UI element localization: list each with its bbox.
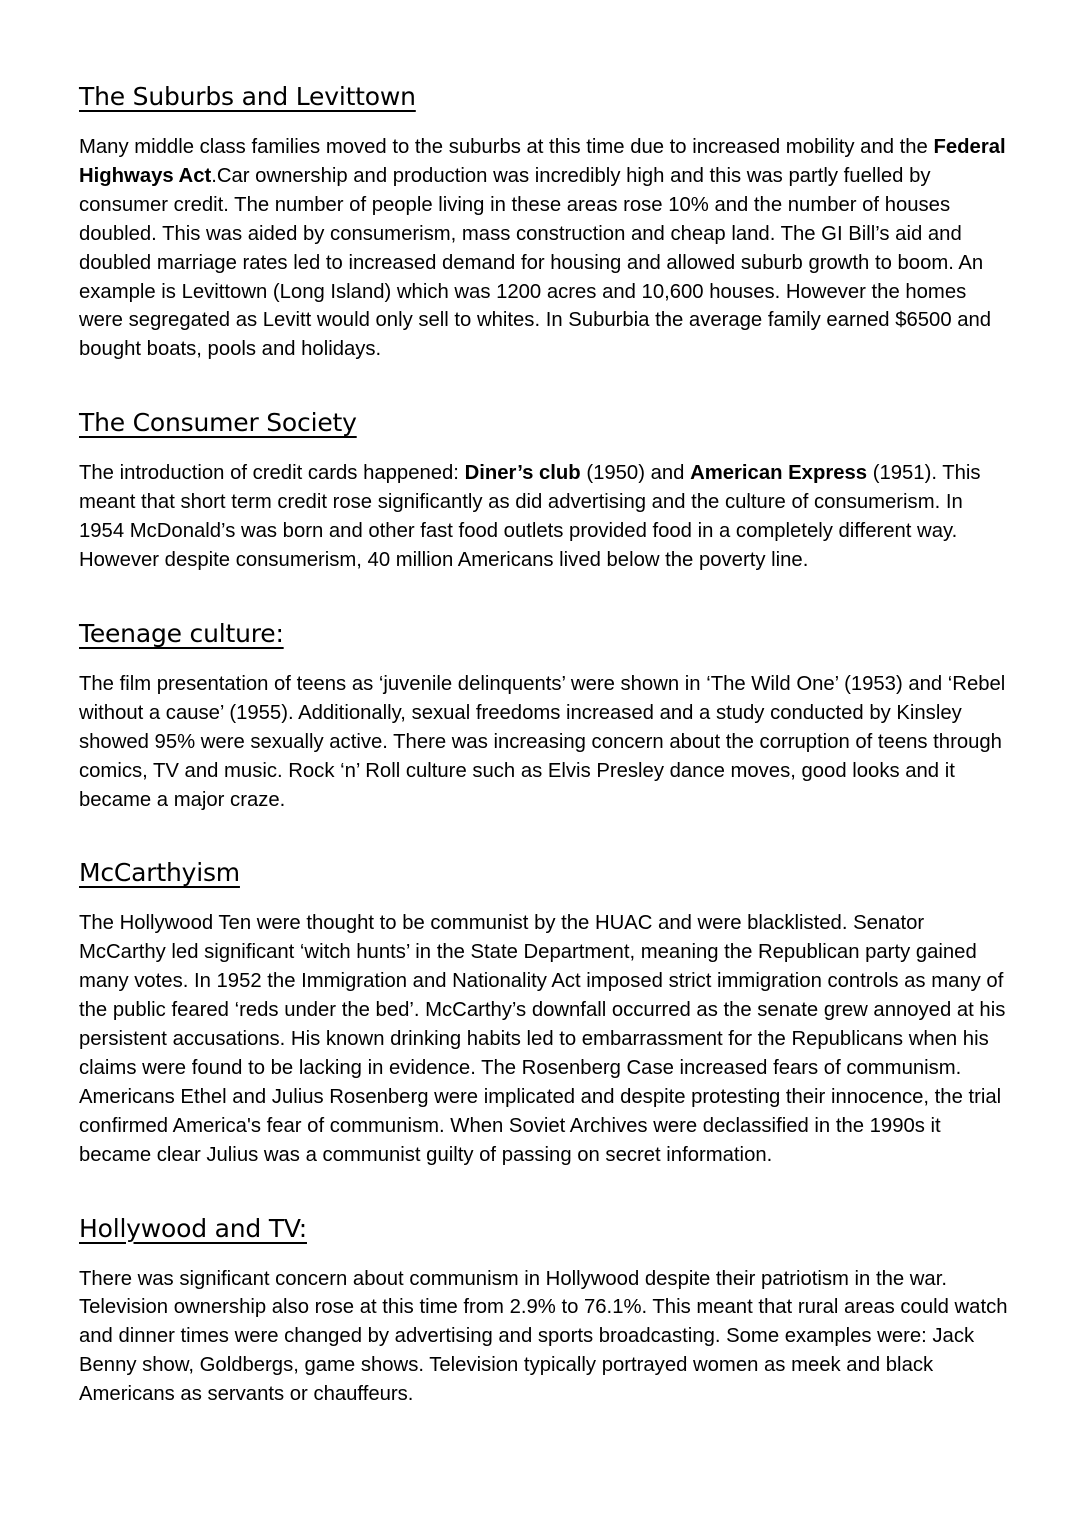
section-consumer-society (79, 406, 1009, 575)
paragraph-text: The Hollywood Ten were thought to be communist by the HUAC and were blacklisted. Senator McCarthy led significant ‘witch hunts’ in the State Department, meaning the Republican party gained many votes. In 1952 the Immigration and Nationality Act imposed strict immigration controls as many of the public feared ‘reds under the bed’. McCarthy’s downfall occurred as the senate grew annoyed at his persistent accusations. His known drinking habits led to embarrassment for the Republicans when his claims were found to be lacking in evidence. The Rosenberg Case increased fears of communism. Americans Ethel and Julius Rosenberg were implicated and despite protesting their innocence, the trial confirmed America's fear of communism. When Soviet Archives were declassified in the 1990s it became clear Julius was a communist guilty of passing on secret information. (79, 912, 1006, 1166)
paragraph-text: (1950) and (580, 462, 691, 485)
section-mccarthyism (79, 856, 1009, 1169)
section-heading: McCarthyism (79, 858, 240, 888)
section-heading: The Consumer Society (79, 408, 357, 438)
document-page (79, 80, 1009, 1409)
bold-term-diners-club: Diner’s club (464, 462, 581, 485)
paragraph-text: .Car ownership and production was incredibly high and this was partly fuelled by consumer credit. The number of people living in these areas rose 10% and the number of houses doubled. This was aided by consumerism, mass construction and cheap land. The GI Bill’s aid and doubled marriage rates led to increased demand for housing and allowed suburb growth to boom. An example is Levittown (Long Island) which was 1200 acres and 10,600 houses. However the homes were segregated as Levitt would only sell to whites. In Suburbia the average family earned $6500 and bought boats, pools and holidays. (79, 164, 992, 361)
section-heading: The Suburbs and Levittown (79, 82, 416, 111)
section-suburbs-levittown (79, 80, 1009, 364)
section-paragraph (79, 909, 1009, 1169)
paragraph-text: (1951). This meant that short term credit rose significantly as did advertising and the culture of consumerism. In 1954 McDonald’s was born and other fast food outlets provided food in a completely different way. However despite consumerism, 40 million Americans lived below the poverty line. (79, 462, 981, 571)
paragraph-text: Many middle class families moved to the suburbs at this time due to increased mobility and the (79, 136, 934, 158)
section-paragraph (79, 1265, 1009, 1410)
section-teenage-culture (79, 617, 1009, 815)
section-heading: Hollywood and TV: (79, 1213, 307, 1243)
bold-term-american-express: American Express (690, 462, 868, 485)
bold-term-federal-highways-act: Federal Highways Act (79, 136, 1006, 187)
section-paragraph (79, 459, 1009, 575)
paragraph-text: The introduction of credit cards happened: (79, 462, 465, 485)
section-heading: Teenage culture: (79, 618, 284, 648)
section-hollywood-and-tv (79, 1212, 1009, 1410)
paragraph-text: There was significant concern about communism in Hollywood despite their patriotism in the war. Television ownership also rose at this time from 2.9% to 76.1%. This meant that rural areas could watch and dinner times were changed by advertising and sports broadcasting. Some examples were: Jack Benny show, Goldbergs, game shows. Television typically portrayed women as meek and black Americans as servants or chauffeurs. (79, 1267, 1008, 1406)
section-paragraph (79, 133, 1009, 364)
paragraph-text: The film presentation of teens as ‘juvenile delinquents’ were shown in ‘The Wild One’ (1953) and ‘Rebel without a cause’ (1955). Additionally, sexual freedoms increased and a study conducted by Kinsley showed 95% were sexually active. There was increasing concern about the corruption of teens through comics, TV and music. Rock ‘n’ Roll culture such as Elvis Presley dance moves, good looks and it became a major craze. (79, 672, 1006, 811)
section-paragraph (79, 670, 1009, 815)
